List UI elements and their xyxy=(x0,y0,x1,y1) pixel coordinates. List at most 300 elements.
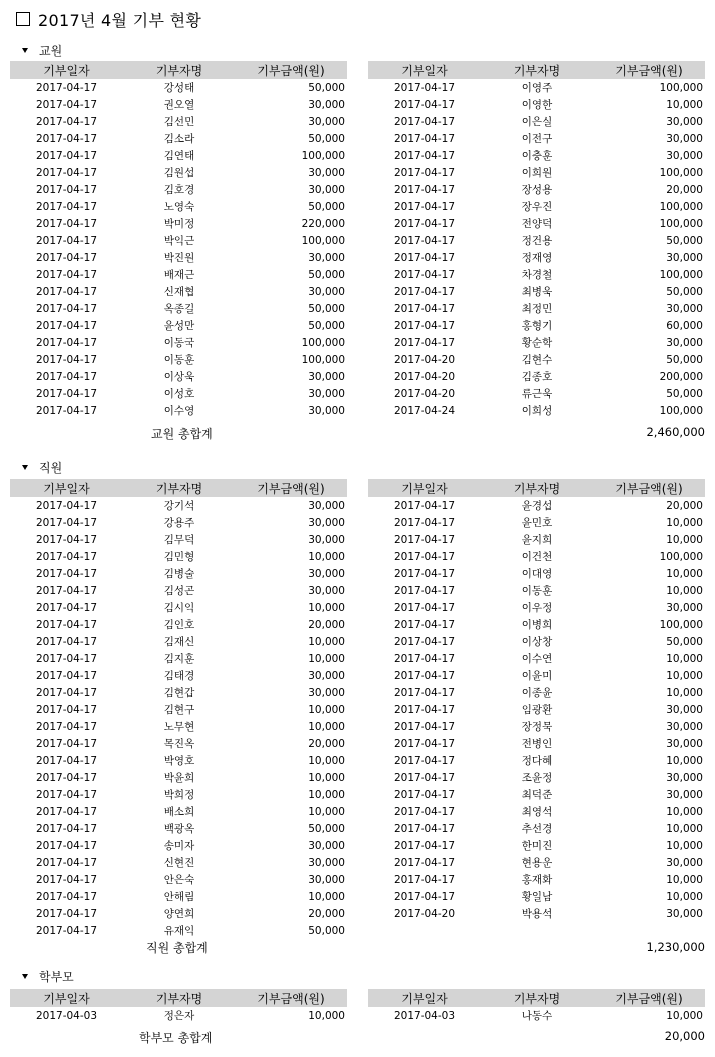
donation-date: 2017-04-17 xyxy=(35,890,98,903)
donation-date: 2017-04-17 xyxy=(35,584,98,597)
donation-amount: 100,000 xyxy=(301,353,345,366)
section-total-value: 1,230,000 xyxy=(646,940,705,954)
checkbox-icon xyxy=(16,12,30,26)
donor-name: 최영석 xyxy=(521,806,553,818)
section-header[interactable] xyxy=(22,458,62,476)
table-row xyxy=(368,616,705,633)
donor-name: 이우정 xyxy=(521,602,553,614)
donation-amount: 10,000 xyxy=(666,873,703,886)
donation-table-left xyxy=(10,479,347,939)
donation-date: 2017-04-17 xyxy=(393,584,456,597)
donor-name: 나동수 xyxy=(521,1010,553,1022)
column-header: 기부자명 xyxy=(155,991,203,1006)
table-row xyxy=(368,96,705,113)
donation-date: 2017-04-17 xyxy=(393,754,456,767)
donation-amount: 30,000 xyxy=(308,98,345,111)
table-row xyxy=(10,232,347,249)
donation-date: 2017-04-17 xyxy=(393,720,456,733)
donation-amount: 10,000 xyxy=(308,703,345,716)
section-header[interactable] xyxy=(22,41,62,59)
donation-date: 2017-04-20 xyxy=(393,387,456,400)
donation-date: 2017-04-17 xyxy=(393,516,456,529)
donor-name: 이병희 xyxy=(521,619,553,631)
column-header: 기부일자 xyxy=(401,991,448,1006)
donor-name: 최병욱 xyxy=(521,286,553,298)
donation-amount: 10,000 xyxy=(666,584,703,597)
donation-amount: 50,000 xyxy=(308,81,345,94)
donor-name: 이성호 xyxy=(163,388,195,400)
donor-name: 김현갑 xyxy=(163,687,195,699)
donation-amount: 30,000 xyxy=(308,584,345,597)
donation-amount: 100,000 xyxy=(659,268,703,281)
table-row xyxy=(368,820,705,837)
table-row xyxy=(368,334,705,351)
donor-name: 이윤미 xyxy=(521,670,553,682)
donation-date: 2017-04-17 xyxy=(35,268,98,281)
donor-name: 김무덕 xyxy=(163,534,195,546)
donation-date: 2017-04-17 xyxy=(393,533,456,546)
table-row xyxy=(368,514,705,531)
section-total-label: 직원 총합계 xyxy=(146,941,208,955)
donation-amount: 50,000 xyxy=(666,635,703,648)
table-row xyxy=(10,548,347,565)
table-row xyxy=(368,786,705,803)
table-row xyxy=(368,650,705,667)
donation-amount: 100,000 xyxy=(659,200,703,213)
donation-date: 2017-04-03 xyxy=(393,1009,456,1022)
donor-name: 김연태 xyxy=(163,150,195,162)
donation-date: 2017-04-17 xyxy=(35,720,98,733)
donor-name: 류근욱 xyxy=(521,388,553,400)
table-row xyxy=(368,147,705,164)
donation-amount: 10,000 xyxy=(666,754,703,767)
donor-name: 한미진 xyxy=(521,840,553,852)
donation-date: 2017-04-17 xyxy=(35,353,98,366)
donation-amount: 30,000 xyxy=(666,302,703,315)
donation-date: 2017-04-17 xyxy=(393,499,456,512)
table-header xyxy=(10,479,347,497)
table-header xyxy=(368,479,705,497)
table-row xyxy=(368,667,705,684)
donation-amount: 100,000 xyxy=(659,618,703,631)
donor-name: 김선민 xyxy=(163,116,195,128)
table-row xyxy=(10,79,347,96)
column-header: 기부일자 xyxy=(43,991,90,1006)
column-header: 기부금액(원) xyxy=(257,481,325,496)
table-row xyxy=(368,385,705,402)
donation-date: 2017-04-17 xyxy=(35,907,98,920)
donor-name: 안해림 xyxy=(163,891,195,903)
table-row xyxy=(10,317,347,334)
donation-amount: 30,000 xyxy=(666,251,703,264)
donor-name: 옥종길 xyxy=(163,303,195,315)
donation-date: 2017-04-17 xyxy=(35,217,98,230)
table-header xyxy=(10,61,347,79)
donation-date: 2017-04-17 xyxy=(393,601,456,614)
table-row xyxy=(10,837,347,854)
donation-date: 2017-04-17 xyxy=(393,183,456,196)
donor-name: 홍형기 xyxy=(521,320,553,332)
table-row xyxy=(368,266,705,283)
donation-date: 2017-04-17 xyxy=(35,285,98,298)
table-row xyxy=(10,249,347,266)
collapse-triangle-icon[interactable] xyxy=(22,465,28,470)
donation-amount: 30,000 xyxy=(308,370,345,383)
table-row xyxy=(10,96,347,113)
table-row xyxy=(368,769,705,786)
table-row xyxy=(368,181,705,198)
donation-date: 2017-04-17 xyxy=(393,890,456,903)
donation-date: 2017-04-17 xyxy=(393,149,456,162)
donation-amount: 50,000 xyxy=(308,822,345,835)
donor-name: 김태경 xyxy=(163,670,195,682)
section-total-label: 교원 총합계 xyxy=(151,427,213,441)
donation-amount: 100,000 xyxy=(659,81,703,94)
section-total-value: 2,460,000 xyxy=(646,425,705,439)
title-text: 2017년 4월 기부 현황 xyxy=(38,10,202,30)
table-row xyxy=(368,633,705,650)
donation-date: 2017-04-17 xyxy=(393,771,456,784)
table-header xyxy=(368,989,705,1007)
column-header: 기부자명 xyxy=(155,481,203,496)
donation-amount: 10,000 xyxy=(308,754,345,767)
collapse-triangle-icon[interactable] xyxy=(22,48,28,53)
donation-amount: 20,000 xyxy=(666,499,703,512)
table-row xyxy=(10,368,347,385)
donation-date: 2017-04-17 xyxy=(393,268,456,281)
donor-name: 장우진 xyxy=(521,201,553,213)
donation-date: 2017-04-17 xyxy=(35,754,98,767)
donation-date: 2017-04-20 xyxy=(393,370,456,383)
table-row xyxy=(10,633,347,650)
donation-date: 2017-04-17 xyxy=(393,652,456,665)
donation-amount: 20,000 xyxy=(308,907,345,920)
donation-date: 2017-04-20 xyxy=(393,353,456,366)
table-row xyxy=(10,905,347,922)
donor-name: 김병술 xyxy=(163,568,195,580)
donation-date: 2017-04-17 xyxy=(35,618,98,631)
donation-date: 2017-04-17 xyxy=(35,686,98,699)
table-row xyxy=(10,786,347,803)
table-row xyxy=(10,514,347,531)
donation-amount: 30,000 xyxy=(666,601,703,614)
donation-date: 2017-04-17 xyxy=(393,839,456,852)
table-row xyxy=(368,599,705,616)
donation-date: 2017-04-17 xyxy=(35,567,98,580)
donation-amount: 30,000 xyxy=(666,771,703,784)
donor-name: 이상창 xyxy=(521,636,553,648)
donor-name: 박영호 xyxy=(163,755,195,767)
donor-name: 차경철 xyxy=(521,269,553,281)
donor-name: 황순학 xyxy=(521,337,553,349)
donation-amount: 10,000 xyxy=(666,516,703,529)
donation-date: 2017-04-17 xyxy=(393,302,456,315)
donation-amount: 10,000 xyxy=(666,805,703,818)
donation-table-right xyxy=(368,479,705,922)
donor-name: 노무현 xyxy=(163,721,195,733)
donor-name: 이전구 xyxy=(521,133,553,145)
donation-amount: 50,000 xyxy=(666,353,703,366)
donor-name: 김시익 xyxy=(163,602,195,614)
donation-amount: 30,000 xyxy=(666,132,703,145)
donation-amount: 30,000 xyxy=(666,149,703,162)
donation-date: 2017-04-17 xyxy=(35,856,98,869)
donor-name: 김지훈 xyxy=(163,653,195,665)
donation-amount: 50,000 xyxy=(308,924,345,937)
donor-name: 윤민호 xyxy=(521,517,553,529)
donation-date: 2017-04-17 xyxy=(393,336,456,349)
donation-date: 2017-04-17 xyxy=(35,302,98,315)
table-row xyxy=(10,650,347,667)
donor-name: 박미정 xyxy=(163,218,195,230)
donation-amount: 30,000 xyxy=(666,907,703,920)
donation-amount: 30,000 xyxy=(308,839,345,852)
donor-name: 이수연 xyxy=(521,653,553,665)
donation-date: 2017-04-17 xyxy=(35,550,98,563)
donation-amount: 10,000 xyxy=(666,822,703,835)
donor-name: 신현진 xyxy=(163,857,195,869)
donation-amount: 10,000 xyxy=(308,788,345,801)
table-row xyxy=(10,266,347,283)
table-row xyxy=(368,351,705,368)
column-header: 기부자명 xyxy=(513,481,561,496)
donation-date: 2017-04-17 xyxy=(35,319,98,332)
table-row xyxy=(368,79,705,96)
donation-date: 2017-04-17 xyxy=(35,98,98,111)
table-row xyxy=(10,283,347,300)
table-row xyxy=(10,735,347,752)
donor-name: 이동국 xyxy=(163,337,195,349)
column-header: 기부금액(원) xyxy=(257,63,325,78)
donation-amount: 100,000 xyxy=(301,149,345,162)
donation-amount: 10,000 xyxy=(308,601,345,614)
donor-name: 송미자 xyxy=(163,840,195,852)
table-row xyxy=(10,164,347,181)
donor-name: 이대영 xyxy=(521,568,553,580)
donation-table-right xyxy=(368,989,705,1024)
donor-name: 강용주 xyxy=(163,517,195,529)
donation-date: 2017-04-17 xyxy=(393,873,456,886)
table-row xyxy=(10,147,347,164)
column-header: 기부일자 xyxy=(43,63,90,78)
table-row xyxy=(10,820,347,837)
donor-name: 박윤희 xyxy=(163,772,195,784)
donation-date: 2017-04-17 xyxy=(393,635,456,648)
donation-amount: 10,000 xyxy=(308,635,345,648)
table-row xyxy=(10,599,347,616)
donation-amount: 100,000 xyxy=(659,404,703,417)
donor-name: 전양덕 xyxy=(521,218,553,230)
section-total-value: 20,000 xyxy=(664,1029,705,1043)
donor-name: 이영한 xyxy=(521,99,553,111)
column-header: 기부금액(원) xyxy=(257,991,325,1006)
donor-name: 장정묵 xyxy=(521,721,553,733)
section-label: 직원 xyxy=(39,460,63,475)
donation-date: 2017-04-17 xyxy=(393,567,456,580)
donation-date: 2017-04-17 xyxy=(393,703,456,716)
donation-amount: 30,000 xyxy=(666,856,703,869)
donation-date: 2017-04-17 xyxy=(35,703,98,716)
donation-date: 2017-04-17 xyxy=(35,387,98,400)
donor-name: 김성곤 xyxy=(163,585,195,597)
table-row xyxy=(368,582,705,599)
section-total-label: 학부모 총합계 xyxy=(139,1031,213,1045)
donor-name: 이희원 xyxy=(521,167,553,179)
donation-date: 2017-04-17 xyxy=(35,805,98,818)
table-row xyxy=(10,565,347,582)
table-row xyxy=(368,548,705,565)
donation-date: 2017-04-17 xyxy=(35,873,98,886)
table-row xyxy=(368,113,705,130)
donation-date: 2017-04-17 xyxy=(393,234,456,247)
column-header: 기부자명 xyxy=(155,63,203,78)
donation-date: 2017-04-17 xyxy=(35,81,98,94)
donor-name: 정다혜 xyxy=(521,755,553,767)
donor-name: 정은자 xyxy=(163,1010,195,1022)
donation-date: 2017-04-17 xyxy=(393,115,456,128)
donation-date: 2017-04-17 xyxy=(35,771,98,784)
donation-amount: 30,000 xyxy=(308,686,345,699)
table-row xyxy=(10,402,347,419)
donation-amount: 30,000 xyxy=(308,499,345,512)
donation-date: 2017-04-17 xyxy=(35,788,98,801)
table-row xyxy=(10,497,347,514)
donor-name: 정재영 xyxy=(521,252,553,264)
donor-name: 전병인 xyxy=(521,738,553,750)
column-header: 기부금액(원) xyxy=(615,481,683,496)
table-row xyxy=(10,803,347,820)
donation-date: 2017-04-17 xyxy=(35,737,98,750)
donor-name: 목진옥 xyxy=(163,738,195,750)
donation-date: 2017-04-17 xyxy=(393,81,456,94)
table-row xyxy=(368,905,705,922)
donation-date: 2017-04-17 xyxy=(393,217,456,230)
table-row xyxy=(368,565,705,582)
donation-amount: 50,000 xyxy=(666,387,703,400)
donation-amount: 100,000 xyxy=(659,550,703,563)
donation-amount: 30,000 xyxy=(666,788,703,801)
donation-date: 2017-04-17 xyxy=(35,370,98,383)
donor-name: 이수영 xyxy=(163,405,195,417)
donation-amount: 50,000 xyxy=(666,285,703,298)
donation-date: 2017-04-17 xyxy=(393,618,456,631)
donor-name: 홍재화 xyxy=(521,874,553,886)
donor-name: 현용운 xyxy=(521,857,553,869)
donation-amount: 30,000 xyxy=(308,516,345,529)
donation-amount: 30,000 xyxy=(308,115,345,128)
donation-date: 2017-04-17 xyxy=(393,251,456,264)
donor-name: 김호경 xyxy=(163,184,195,196)
table-row xyxy=(10,582,347,599)
donation-date: 2017-04-17 xyxy=(35,149,98,162)
donation-date: 2017-04-17 xyxy=(35,183,98,196)
donation-amount: 30,000 xyxy=(666,720,703,733)
donor-name: 노영숙 xyxy=(163,201,195,213)
column-header: 기부자명 xyxy=(513,63,561,78)
donation-date: 2017-04-17 xyxy=(35,132,98,145)
table-row xyxy=(10,334,347,351)
table-row xyxy=(368,701,705,718)
donation-amount: 30,000 xyxy=(308,166,345,179)
donation-amount: 50,000 xyxy=(666,234,703,247)
donation-table-right xyxy=(368,61,705,419)
donation-amount: 30,000 xyxy=(308,183,345,196)
column-header: 기부일자 xyxy=(43,481,90,496)
donation-amount: 10,000 xyxy=(666,1009,703,1022)
donation-date: 2017-04-17 xyxy=(393,98,456,111)
table-row xyxy=(10,616,347,633)
table-row xyxy=(10,385,347,402)
donation-amount: 100,000 xyxy=(301,234,345,247)
donation-date: 2017-04-17 xyxy=(35,822,98,835)
donation-amount: 10,000 xyxy=(308,652,345,665)
donation-amount: 30,000 xyxy=(666,336,703,349)
section-header[interactable] xyxy=(22,967,74,985)
donation-date: 2017-04-17 xyxy=(35,839,98,852)
donor-name: 최정민 xyxy=(521,303,553,315)
donor-name: 윤성만 xyxy=(163,320,195,332)
donor-name: 이희성 xyxy=(521,405,553,417)
table-row xyxy=(10,701,347,718)
table-row xyxy=(10,769,347,786)
table-row xyxy=(10,854,347,871)
donor-name: 이동훈 xyxy=(163,354,195,366)
donor-name: 윤경섭 xyxy=(521,500,553,512)
donation-date: 2017-04-17 xyxy=(393,788,456,801)
donation-amount: 20,000 xyxy=(308,618,345,631)
donation-amount: 30,000 xyxy=(308,387,345,400)
donation-amount: 30,000 xyxy=(308,251,345,264)
donation-date: 2017-04-17 xyxy=(393,737,456,750)
donation-amount: 10,000 xyxy=(308,550,345,563)
donation-amount: 10,000 xyxy=(666,839,703,852)
table-row xyxy=(368,215,705,232)
donation-date: 2017-04-17 xyxy=(393,285,456,298)
section-label: 교원 xyxy=(39,43,63,58)
donor-name: 김현수 xyxy=(521,354,553,366)
donation-amount: 30,000 xyxy=(308,285,345,298)
table-row xyxy=(10,531,347,548)
collapse-triangle-icon[interactable] xyxy=(22,974,28,979)
donor-name: 조윤정 xyxy=(521,772,553,784)
donor-name: 박희정 xyxy=(163,789,195,801)
donation-amount: 30,000 xyxy=(308,856,345,869)
donation-amount: 10,000 xyxy=(666,533,703,546)
column-header: 기부자명 xyxy=(513,991,561,1006)
donor-name: 강기석 xyxy=(163,500,195,512)
donor-name: 장성용 xyxy=(521,184,553,196)
donation-date: 2017-04-17 xyxy=(35,404,98,417)
donation-amount: 30,000 xyxy=(666,737,703,750)
section-label: 학부모 xyxy=(39,969,74,984)
donor-name: 안은숙 xyxy=(163,874,195,886)
table-row xyxy=(10,718,347,735)
donor-name: 정건용 xyxy=(521,235,553,247)
donor-name: 이건천 xyxy=(521,551,553,563)
column-header: 기부일자 xyxy=(401,63,448,78)
donation-amount: 20,000 xyxy=(666,183,703,196)
donation-amount: 30,000 xyxy=(666,703,703,716)
donor-name: 이영주 xyxy=(521,82,553,94)
page-title xyxy=(16,8,201,30)
donation-date: 2017-04-17 xyxy=(393,856,456,869)
donor-name: 김현구 xyxy=(163,704,195,716)
donation-date: 2017-04-17 xyxy=(35,115,98,128)
table-row xyxy=(10,871,347,888)
donation-amount: 20,000 xyxy=(308,737,345,750)
donor-name: 이은실 xyxy=(521,116,553,128)
donor-name: 윤지희 xyxy=(521,534,553,546)
